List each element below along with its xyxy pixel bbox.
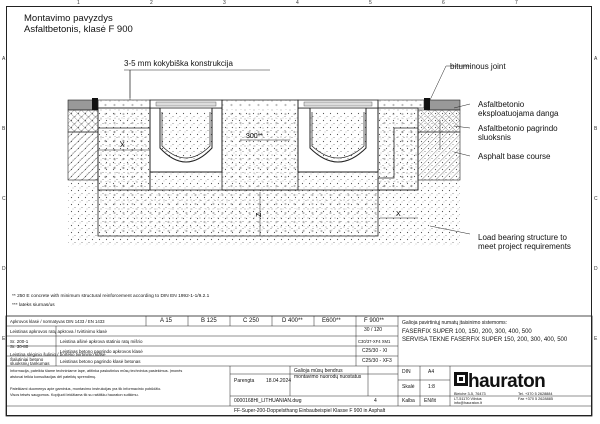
row4-value: C25/30 - XI — [362, 348, 388, 354]
border-mark-side: C — [594, 196, 598, 202]
border-mark-side: A — [2, 56, 6, 62]
row3-value: C30/37-XF4 XM1 — [358, 339, 391, 344]
note-joint: *** lateks siurnas/us — [12, 303, 55, 308]
left-small-1: Sr. 200-1 — [10, 339, 29, 344]
company-tel: Tel. +370 5 2628884 — [518, 392, 553, 396]
company-fax: Fax +370 5 2628885 — [518, 397, 553, 401]
left-desc-3: Leistinas betono pagrindo klasė betonas — [60, 359, 141, 364]
left-desc-1: Leistina ašinė apkrova statinio ratų mišrio — [60, 339, 143, 344]
product-title: Galioja pavirtiniųj numatų įtaisinimo sistemoms: — [402, 320, 508, 326]
product-line-1: FASERFIX SUPER 100, 150, 200, 300, 400, 500 — [402, 329, 532, 335]
class-f900: F 900** — [364, 318, 385, 324]
disclaimer-3: Pateikiami duomenys apie gaminius, montavimo instrukcijas yra tik informacinio pobūdžio. — [10, 387, 162, 391]
class-a15: A 15 — [160, 318, 173, 324]
border-mark-top: 1 — [77, 0, 80, 6]
note-concrete: ** 250 E concrete with minimum structural reinforcement according to DIN EN 1992-1-1/9.2.1 — [12, 294, 210, 299]
load-bearing-line-2: meet project requirements — [478, 242, 571, 251]
wearing-course-line-1: Asfaltbetonio — [478, 100, 525, 109]
base-course-label: Asphalt base course — [478, 152, 551, 161]
border-mark-top: 7 — [515, 0, 518, 6]
wearing-course-line-2: eksploatuojama danga — [478, 109, 559, 118]
left-desc-2: Leistinas betono pagrindo apkrovos klasė — [60, 349, 143, 354]
language-label: Kalba — [402, 398, 415, 404]
row2-value: 30 / 120 — [364, 327, 383, 333]
dim-z-label: Z — [256, 212, 263, 217]
bituminous-joint-label: bituminous joint — [450, 62, 506, 71]
footer-title: FF-Super-200-Doppelsthang Einbaubeispiel Klasse F 900 in Asphalt — [234, 408, 386, 414]
class-c250: C 250 — [243, 318, 260, 324]
disclaimer-2: atstovai teikia konsultacijas dėl pateiktų sprendimų. — [10, 375, 97, 379]
document-number: 0000168HI_LITHUANIAN.dwg — [234, 398, 302, 404]
class-d400: D 400** — [282, 318, 303, 324]
dim-x-right-label: X — [396, 211, 401, 218]
class-b125: B 125 — [201, 318, 217, 324]
border-mark-side: E — [2, 336, 6, 342]
title-line-2: Asfaltbetonis, klasė F 900 — [24, 24, 133, 35]
border-mark-top: 4 — [296, 0, 299, 6]
product-line-2: SERVISA TEKNE FASERFIX SUPER 150, 200, 300, 400, 500 — [402, 337, 568, 343]
din-value: A4 — [428, 369, 435, 375]
border-mark-side: E — [594, 336, 598, 342]
border-mark-top: 2 — [150, 0, 153, 6]
border-mark-top: 5 — [369, 0, 372, 6]
language-value: EN/lit — [424, 398, 436, 404]
border-mark-top: 6 — [442, 0, 445, 6]
dim-x-left-label: X — [120, 142, 125, 149]
dim-width-label: 300** — [246, 133, 264, 140]
left-small-3: Šalutiniai betono — [10, 357, 44, 362]
company-address-1: Bleiche 3-5, 76473 — [454, 392, 486, 396]
border-mark-side: C — [2, 196, 6, 202]
row5-value: C25/30 - XF3 — [362, 358, 392, 364]
scale-label: Skalė — [402, 384, 415, 390]
left-small-4: sluoksnių tankumas — [10, 361, 50, 366]
company-address-3: info@hauraton.lt — [454, 401, 482, 405]
prepared-label: Parengta — [234, 378, 255, 384]
binder-course-line-1: Asfaltbetonio pagrindo — [478, 124, 558, 133]
load-bearing-line-1: Load bearing structure to — [478, 233, 567, 242]
sheet-number: 4 — [374, 398, 377, 404]
left-small-2: Sr. 30-80 — [10, 344, 29, 349]
validity-line-1: Galioja mūsų bendrus — [294, 368, 343, 374]
top-structure-label: 3-5 mm kokybiška konstrukcija — [124, 59, 233, 68]
row2-label: Leistinas apkrovos ratų apkrova / tvirtinimo klasė — [10, 329, 108, 334]
border-mark-side: B — [594, 126, 598, 132]
border-mark-side: D — [2, 266, 6, 272]
disclaimer-1: Informacija, pateikta šiame techniniame lape, atitinka paskutinius mūsų techninius pasiekimus. Įmonės — [10, 369, 183, 373]
prepared-date: 18.04.2024 — [266, 378, 292, 384]
hauraton-logo: hauraton — [468, 371, 546, 392]
border-mark-side: B — [2, 126, 6, 132]
border-mark-side: A — [594, 56, 598, 62]
hauraton-logo-mark — [454, 372, 468, 386]
title-line-1: Montavimo pavyzdys — [24, 13, 113, 24]
company-address-2: LT-51170 Vilnius — [454, 397, 482, 401]
disclaimer-4: Visos teisės saugomos. Kopijuoti leidžiama tik su raštišku hauraton sutikimu. — [10, 393, 139, 397]
validity-line-2: montavimo nuorodų nuostatus — [294, 374, 362, 380]
din-label: DIN — [402, 369, 411, 375]
border-mark-side: D — [594, 266, 598, 272]
binder-course-line-2: sluoksnis — [478, 133, 511, 142]
class-e600: E600** — [322, 318, 341, 324]
load-class-header: Apkrovos klasė / normatyvas DIN 1433 / EN 1433 — [10, 319, 105, 324]
border-mark-top: 3 — [223, 0, 226, 6]
row4-label: Leistina slėginio šulinio / bortelio tvirtinimo klasė — [10, 352, 106, 357]
scale-value: 1:8 — [428, 384, 435, 390]
